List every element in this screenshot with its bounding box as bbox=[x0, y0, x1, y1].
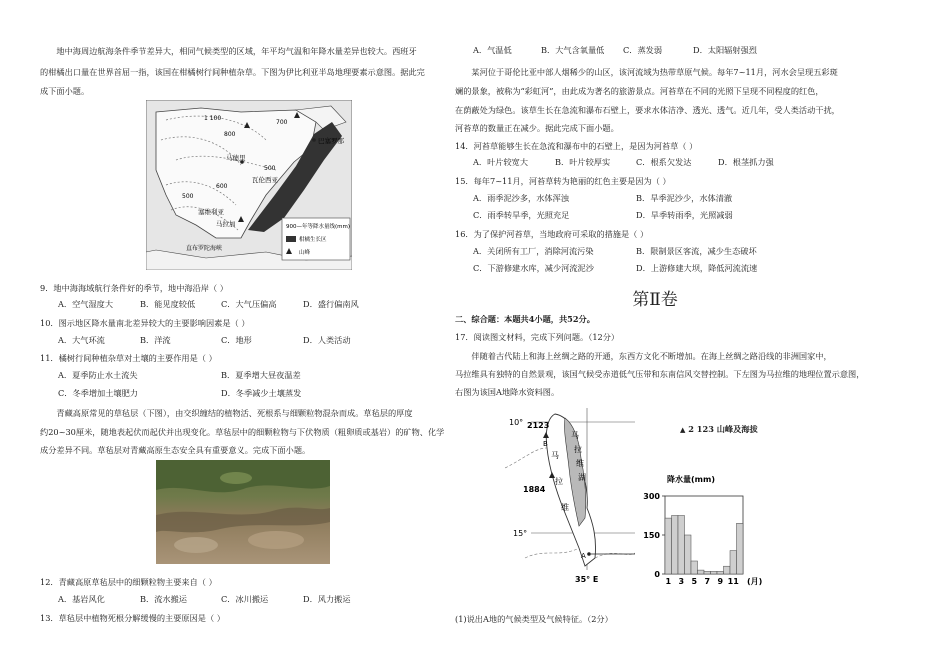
option[interactable]: B．叶片较厚实 bbox=[555, 157, 611, 167]
x-tick-label: 9 bbox=[717, 577, 724, 586]
section-heading: 二、综合题：本题共4小题，共52分。 bbox=[455, 314, 595, 324]
option[interactable]: D．人类活动 bbox=[303, 335, 351, 345]
option[interactable]: B．旱季泥沙少，水体清澈 bbox=[636, 193, 733, 203]
option[interactable]: C．下游修建水库，减少河流泥沙 bbox=[473, 263, 594, 273]
precip-bar bbox=[717, 571, 724, 574]
chart-xlabel: (月) bbox=[747, 577, 763, 586]
isoline-label: 1 100 bbox=[204, 115, 222, 122]
x-tick-label: 7 bbox=[704, 577, 711, 586]
x-tick-label: 5 bbox=[691, 577, 698, 586]
option[interactable]: A．关闭所有工厂，消除河流污染 bbox=[473, 246, 594, 256]
precip-bar bbox=[691, 561, 698, 574]
q12-options bbox=[58, 594, 428, 606]
chart-ylabel: 降水量(mm) bbox=[667, 475, 715, 484]
option[interactable]: A．空气湿度大 bbox=[58, 299, 114, 309]
lake-label: 拉 bbox=[574, 445, 582, 454]
legend-citrus: 柑橘生长区 bbox=[299, 237, 327, 243]
q10-stem: 10．图示地区降水量南北差异较大的主要影响因素是（ ） bbox=[40, 318, 250, 328]
q15-stem: 15．每年7~11月，河苔草转为艳丽的红色主要是因为（ ） bbox=[455, 176, 671, 186]
place-label: 瓦伦西亚 bbox=[252, 176, 278, 184]
x-tick-label: 3 bbox=[678, 577, 685, 586]
option[interactable]: C．地形 bbox=[221, 335, 252, 345]
option[interactable]: C．冰川搬运 bbox=[221, 594, 269, 604]
option[interactable]: B．洋流 bbox=[140, 335, 171, 345]
malawi-map bbox=[505, 408, 635, 588]
country-label: 马 bbox=[551, 451, 559, 460]
q16-options bbox=[473, 263, 843, 275]
option[interactable]: A．叶片较宽大 bbox=[473, 157, 529, 167]
option[interactable]: A．大气环流 bbox=[58, 335, 105, 345]
option[interactable]: C．大气压偏高 bbox=[221, 299, 277, 309]
passage-line: 马拉维具有独特的自然景观，该国气候受赤道低气压带和东南信风交替控制。下左图为马拉维的地理位置示意图， bbox=[455, 369, 865, 379]
chart-bars bbox=[665, 516, 743, 575]
precip-bar bbox=[730, 551, 737, 574]
intro-line: 成下面小题。 bbox=[40, 86, 90, 96]
option[interactable]: C．根系欠发达 bbox=[636, 157, 692, 167]
point-a-dot bbox=[587, 552, 591, 556]
precip-bar bbox=[685, 535, 692, 574]
option[interactable]: B．能见度较低 bbox=[140, 299, 196, 309]
q14-stem: 14．河苔草能够生长在急流和瀑布中的石壁上，是因为河苔草（ ） bbox=[455, 141, 698, 151]
legend-swatch bbox=[286, 236, 296, 242]
option[interactable]: A．基岩风化 bbox=[58, 594, 105, 604]
lake-label: 维 bbox=[576, 459, 584, 468]
legend-isoline: 900—年等降水量线(mm) bbox=[286, 224, 351, 230]
q11-options bbox=[58, 370, 428, 382]
precip-bar bbox=[711, 571, 718, 574]
lon-label: 35° E bbox=[575, 575, 599, 584]
option[interactable]: C．蒸发弱 bbox=[623, 45, 663, 55]
lat-label: 15° bbox=[513, 529, 528, 538]
q9-options bbox=[58, 299, 428, 311]
q16-stem: 16．为了保护河苔草，当地政府可采取的措施是（ ） bbox=[455, 229, 649, 239]
legend-peak: 山峰 bbox=[299, 250, 311, 256]
peak-label: 1884 bbox=[523, 485, 546, 494]
x-tick-label: 1 bbox=[665, 577, 672, 586]
option[interactable]: D．上游修建大坝，降低河流流速 bbox=[636, 263, 758, 273]
precip-bar bbox=[665, 518, 672, 574]
isoline-label: 500 bbox=[182, 193, 194, 200]
passage-line: 河苔草的数量正在减少。据此完成下面小题。 bbox=[455, 123, 619, 133]
q14-options bbox=[473, 157, 843, 169]
isoline-label: 500 bbox=[264, 165, 276, 172]
q17-1: (1)说出A地的气候类型及气候特征。（2分） bbox=[455, 614, 613, 624]
option[interactable]: A．气温低 bbox=[473, 45, 512, 55]
place-label: 塞维利亚 bbox=[198, 208, 224, 216]
passage-line: 右图为该国A地降水资料图。 bbox=[455, 387, 560, 397]
precip-bar bbox=[678, 516, 685, 575]
peak-label: 2123 bbox=[527, 421, 550, 430]
peak-legend-text: 2 123 山峰及海拔 bbox=[688, 424, 758, 434]
option[interactable]: B．夏季增大昼夜温差 bbox=[221, 370, 301, 380]
point-label: A bbox=[581, 552, 586, 560]
precip-bar bbox=[724, 566, 731, 574]
precip-bar bbox=[672, 516, 679, 575]
iberia-map bbox=[146, 100, 352, 270]
place-label: 马拉加 bbox=[216, 220, 236, 228]
lat-label: 10° bbox=[509, 418, 524, 427]
passage-line: 某河位于哥伦比亚中部人烟稀少的山区，该河流域为热带草原气候。每年7~11月，河水会呈现五彩斑 bbox=[471, 67, 838, 77]
q10-options bbox=[58, 335, 428, 347]
y-tick-label: 150 bbox=[643, 531, 660, 540]
grass-mat-photo bbox=[156, 460, 330, 564]
isoline-label: 700 bbox=[276, 119, 288, 126]
q12-stem: 12．青藏高原草毡层中的细颗粒物主要来自（ ） bbox=[40, 577, 217, 587]
peak-legend bbox=[680, 423, 820, 436]
place-label: 马德里 bbox=[226, 154, 246, 162]
passage-line: 约20~30厘米，随地表起伏而起伏并出现变化。草毡层中的细颗粒物与下伏物质（粗卵质或基岩）的矿物、化学 bbox=[40, 427, 445, 437]
y-tick-label: 0 bbox=[654, 570, 660, 579]
q15-options bbox=[473, 210, 843, 222]
q11-stem: 11．橘树行间种植杂草对土壤的主要作用是（ ） bbox=[40, 353, 217, 363]
city-dot bbox=[312, 138, 316, 142]
lake-label: 马 bbox=[571, 431, 579, 440]
option[interactable]: D．盛行偏南风 bbox=[303, 299, 359, 309]
option[interactable]: C．冬季增加土壤肥力 bbox=[58, 388, 138, 398]
intro-line: 的柑橘出口量在世界首屈一指，该国在柑橘树行间种植杂草。下图为伊比利亚半岛地理要素示意图。据此完 bbox=[40, 67, 425, 77]
peak-legend-icon: ▲ bbox=[680, 425, 686, 434]
country-label: 维 bbox=[561, 503, 569, 512]
passage-line: 成分差异不同。草毡层对青藏高原生态安全具有重要意义。完成下面小题。 bbox=[40, 445, 311, 455]
q9-stem: 9．地中海海域航行条件好的季节，地中海沿岸（ ） bbox=[40, 283, 228, 293]
option[interactable]: D．旱季转雨季，光照减弱 bbox=[636, 210, 733, 220]
precip-bar bbox=[704, 571, 711, 574]
intro-line: 地中海周边航海条件季节差异大，相同气候类型的区域，年平均气温和年降水量差异也较大。西班牙 bbox=[56, 46, 417, 56]
y-tick-label: 300 bbox=[643, 492, 660, 501]
point-label: B bbox=[543, 440, 548, 448]
passage-line: 青藏高原常见的草毡层（下图），由交织缠结的植物活、死根系与细颗粒物混杂而成。草毡层的厚度 bbox=[56, 408, 413, 418]
q15-options bbox=[473, 193, 843, 205]
option[interactable]: A．雨季泥沙多，水体浑浊 bbox=[473, 193, 569, 203]
precip-bar bbox=[698, 570, 705, 574]
place-label: 巴塞罗那 bbox=[318, 137, 344, 145]
option[interactable]: D．冬季减少土壤蒸发 bbox=[221, 388, 302, 398]
option[interactable]: B．限制景区客流，减少生态破坏 bbox=[636, 246, 757, 256]
precip-bar bbox=[737, 523, 744, 574]
option[interactable]: D．太阳辐射强烈 bbox=[693, 45, 757, 55]
x-tick-label: 11 bbox=[727, 577, 739, 586]
passage-line: 在荫蔽处为绿色。该草生长在急流和瀑布石壁上，要求水体洁净、透光、透气。近几年，受人类活动干扰， bbox=[455, 105, 840, 115]
option[interactable]: D．风力搬运 bbox=[303, 594, 351, 604]
q11-options bbox=[58, 388, 428, 400]
country-label: 拉 bbox=[555, 477, 563, 486]
place-label: 直布罗陀海峡 bbox=[186, 245, 223, 252]
isoline-label: 600 bbox=[216, 183, 228, 190]
option[interactable]: C．雨季转旱季，光照充足 bbox=[473, 210, 570, 220]
lake-label: 湖 bbox=[578, 473, 586, 482]
q17-stem: 17．阅读图文材料，完成下列问题。（12分） bbox=[455, 332, 620, 342]
isoline-label: 800 bbox=[224, 131, 236, 138]
option[interactable]: A．夏季防止水土流失 bbox=[58, 370, 138, 380]
precip-chart bbox=[635, 470, 775, 590]
option[interactable]: D．根茎抓力强 bbox=[718, 157, 774, 167]
option[interactable]: B．大气含氧量低 bbox=[541, 45, 605, 55]
passage-line: 斓的景象，被称为“彩虹河”，由此成为著名的旅游景点。河苔草在不同的光照下呈现不同程度的红色， bbox=[455, 86, 824, 96]
q13-stem: 13．草毡层中植物死根分解缓慢的主要原因是（ ） bbox=[40, 613, 225, 623]
part-title: 第Ⅱ卷 bbox=[632, 290, 678, 310]
passage-line: 伴随着古代陆上和海上丝绸之路的开通，东西方文化不断增加。在海上丝绸之路沿线的非洲国家中， bbox=[471, 351, 832, 361]
q13-options bbox=[473, 45, 843, 57]
q16-options bbox=[473, 246, 843, 258]
option[interactable]: B．流水搬运 bbox=[140, 594, 187, 604]
